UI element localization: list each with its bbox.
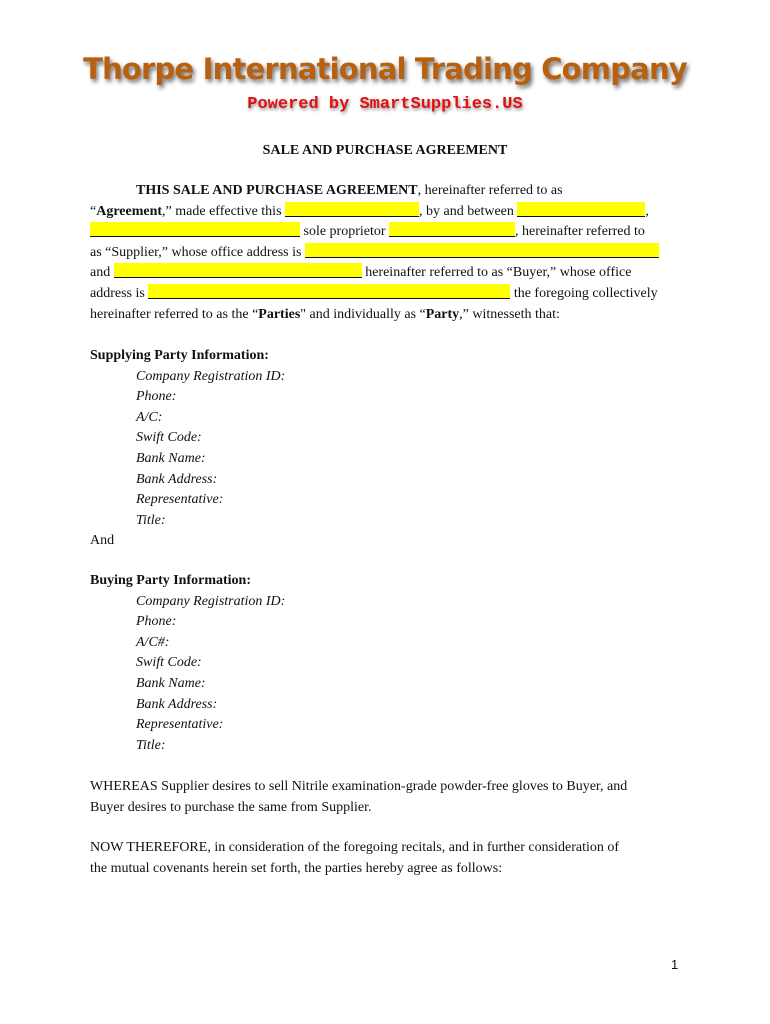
effective-date-field[interactable] [285,202,419,217]
field-label: Company Registration ID: [136,593,286,609]
field-label: Bank Name: [136,450,206,466]
supplier-fields [90,367,680,532]
party-term: Party [425,306,460,322]
powered-by-banner: Powered by SmartSupplies.US [247,95,523,114]
page-number: 1 [671,957,679,972]
supplier-info-section [90,346,680,552]
field-label: Phone: [136,614,177,630]
supplier-address-field[interactable] [305,243,659,258]
field-label: Bank Address: [136,696,218,712]
field-label: Swift Code: [136,430,202,446]
proprietor-detail-field[interactable] [389,222,515,237]
intro-paragraph: THIS SALE AND PURCHASE AGREEMENT, hereinafter referred to as “Agreement,” made effective this , by and between , sole proprietor , hereinafter referred to as “Supplier,” whose office address is and hereinafter referred to as “Buyer,” whose office address is the foregoing collectively hereinafter referred to as the “Parties" and individually as “Party,” witnesseth that: [90,183,658,322]
proprietor-name-field[interactable] [90,222,300,237]
intro-lead-bold: THIS SALE AND PURCHASE AGREEMENT [136,183,418,198]
field-label: Bank Address: [136,471,218,487]
company-title: Thorpe International Trading Company [83,52,687,86]
field-label: A/C#: [136,634,170,650]
buyer-fields [90,592,680,757]
agreement-title: SALE AND PURCHASE AGREEMENT [262,143,508,158]
buyer-name-field[interactable] [114,263,362,278]
field-label: Swift Code: [136,655,202,671]
now-therefore-paragraph: NOW THEREFORE, in consideration of the foregoing recitals, and in further consideration of the mutual covenants herein set forth, the parties hereby agree as follows: [90,840,620,876]
supplier-name-field[interactable] [517,202,645,217]
field-label: Title: [136,737,166,753]
parties-term: Parties [258,306,301,322]
buyer-info-section [90,571,680,756]
agreement-term: Agreement [96,203,163,219]
and-connector: And [90,533,115,549]
field-label: Representative: [136,717,224,733]
supplier-info-heading: Supplying Party Information: [90,348,269,363]
buyer-address-field[interactable] [148,284,510,299]
buyer-info-heading: Buying Party Information: [90,573,251,588]
field-label: Company Registration ID: [136,368,286,384]
field-label: Title: [136,512,166,528]
field-label: Representative: [136,492,224,508]
field-label: Bank Name: [136,675,206,691]
field-label: A/C: [136,409,163,425]
field-label: Phone: [136,389,177,405]
whereas-paragraph: WHEREAS Supplier desires to sell Nitrile examination-grade powder-free gloves to Buyer, and Buyer desires to purchase the same from Supplier. [90,779,628,815]
